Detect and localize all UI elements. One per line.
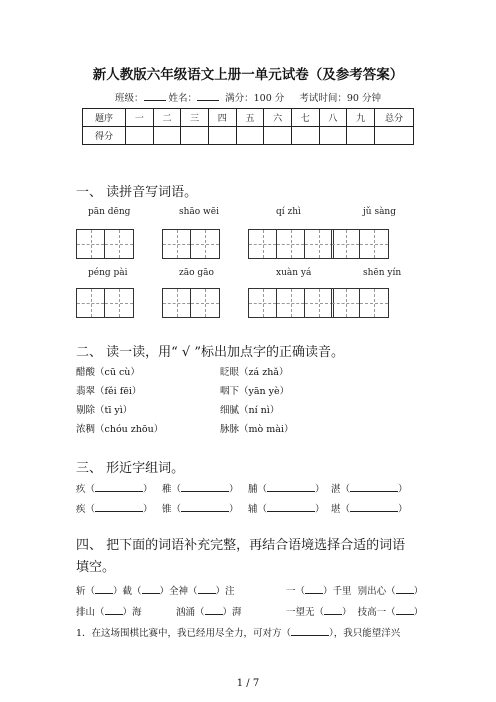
score-row-label: 得分 — [83, 127, 126, 145]
class-blank[interactable] — [144, 90, 166, 101]
score-header-cell: 一 — [126, 109, 154, 127]
pronunciation-item[interactable]: 咽下（yān yè） — [220, 386, 290, 397]
score-cell[interactable] — [236, 127, 264, 145]
score-cell[interactable] — [375, 127, 414, 145]
answer-blank[interactable] — [198, 584, 216, 594]
pinyin: qí zhì — [276, 207, 301, 217]
score-header-cell: 总分 — [375, 109, 414, 127]
pinyin: shāo wēi — [179, 207, 219, 217]
word-item: 锥（ ） — [162, 504, 239, 515]
section4-heading: 四、 把下面的词语补充完整，再结合语境选择合适的词语 — [76, 538, 406, 553]
writing-grid[interactable] — [248, 288, 334, 318]
pronunciation-item[interactable]: 剔除（tī yì） — [76, 405, 133, 416]
score-header-cell: 八 — [319, 109, 347, 127]
writing-grid[interactable] — [76, 229, 134, 259]
score-cell[interactable] — [319, 127, 347, 145]
answer-blank[interactable] — [350, 482, 398, 492]
word-item: 疾（ ） — [76, 504, 153, 515]
full-score: 满分：100 分 — [225, 93, 285, 104]
pinyin: jǔ sàng — [363, 207, 396, 217]
answer-blank[interactable] — [142, 584, 160, 594]
score-cell[interactable] — [291, 127, 319, 145]
question-1: 1．在这场围棋比赛中，我已经用尽全力，可对方（ ），我只能望洋兴 — [76, 628, 401, 639]
answer-blank[interactable] — [396, 584, 414, 594]
name-label: 姓名： — [168, 93, 198, 104]
score-value-row — [83, 127, 414, 145]
answer-blank[interactable] — [95, 584, 113, 594]
pronunciation-item[interactable]: 细腻（ní nì） — [220, 405, 280, 416]
score-header-cell: 六 — [264, 109, 292, 127]
exam-info — [0, 90, 496, 104]
section3-heading: 三、 形近字组词。 — [76, 461, 185, 476]
answer-blank[interactable] — [350, 502, 398, 512]
score-cell[interactable] — [126, 127, 154, 145]
name-blank[interactable] — [197, 90, 219, 101]
idiom-row: 汹涌（ ）湃 — [176, 607, 242, 618]
idiom-row: 排山（ ）海 — [76, 607, 142, 618]
answer-blank[interactable] — [267, 482, 315, 492]
word-item: 湛（ ） — [331, 484, 408, 495]
idiom-row: 一望无（ ） 技高一（ ） — [286, 607, 424, 618]
idiom-row: 一（ ）千里 别出心（ ） — [286, 586, 424, 597]
answer-blank[interactable] — [396, 605, 414, 615]
score-header-row — [83, 109, 414, 127]
pinyin: zāo gāo — [179, 268, 214, 278]
word-item: 脯（ ） — [248, 484, 325, 495]
answer-blank[interactable] — [267, 502, 315, 512]
pinyin: pān dēng — [88, 207, 131, 217]
word-item: 辅（ ） — [248, 504, 325, 515]
answer-blank[interactable] — [95, 482, 143, 492]
score-header-cell: 题序 — [83, 109, 126, 127]
answer-blank[interactable] — [291, 626, 329, 636]
answer-blank[interactable] — [95, 502, 143, 512]
writing-grid[interactable] — [162, 288, 220, 318]
class-label: 班级： — [115, 93, 144, 104]
pronunciation-item[interactable]: 浓稠（chóu zhōu） — [76, 424, 164, 435]
score-header-cell: 四 — [208, 109, 236, 127]
score-cell[interactable] — [181, 127, 209, 145]
page-title: 新人教版六年级语文上册一单元试卷（及参考答案） — [92, 67, 404, 83]
answer-blank[interactable] — [205, 605, 223, 615]
section1-heading: 一、 读拼音写词语。 — [76, 185, 198, 200]
section4-heading-cont: 填空。 — [76, 560, 116, 575]
score-header-cell: 二 — [153, 109, 181, 127]
score-cell[interactable] — [347, 127, 375, 145]
pronunciation-item[interactable]: 醋酸（cū cù） — [76, 367, 140, 378]
score-table — [82, 108, 414, 145]
score-cell[interactable] — [264, 127, 292, 145]
answer-blank[interactable] — [105, 605, 123, 615]
exam-time: 考试时间：90 分钟 — [299, 93, 381, 104]
pronunciation-item[interactable]: 翡翠（fěi fēi） — [76, 386, 142, 397]
score-header-cell: 七 — [291, 109, 319, 127]
writing-grid[interactable] — [331, 229, 389, 259]
answer-blank[interactable] — [324, 605, 342, 615]
answer-blank[interactable] — [181, 502, 229, 512]
page-number: 1 / 7 — [236, 678, 260, 689]
writing-grid[interactable] — [162, 229, 220, 259]
score-cell[interactable] — [208, 127, 236, 145]
pronunciation-item[interactable]: 脉脉（mò mài） — [220, 424, 294, 435]
score-header-cell: 五 — [236, 109, 264, 127]
word-item: 稚（ ） — [162, 484, 239, 495]
answer-blank[interactable] — [181, 482, 229, 492]
pronunciation-item[interactable]: 眨眼（zá zhǎ） — [220, 367, 289, 378]
score-cell[interactable] — [153, 127, 181, 145]
word-item: 疚（ ） — [76, 484, 153, 495]
word-item: 堪（ ） — [331, 504, 408, 515]
writing-grid[interactable] — [248, 229, 334, 259]
pinyin: péng pài — [88, 268, 128, 278]
score-header-cell: 三 — [181, 109, 209, 127]
score-header-cell: 九 — [347, 109, 375, 127]
pinyin: xuàn yá — [276, 268, 312, 278]
writing-grid[interactable] — [76, 288, 134, 318]
answer-blank[interactable] — [305, 584, 323, 594]
pinyin: shēn yín — [363, 268, 402, 278]
writing-grid[interactable] — [331, 288, 389, 318]
section2-heading: 二、 读一读，用“ √ ”标出加点字的正确读音。 — [76, 345, 344, 360]
idiom-row: 斩（ ）截（ ）全神（ ）注 — [76, 586, 235, 597]
